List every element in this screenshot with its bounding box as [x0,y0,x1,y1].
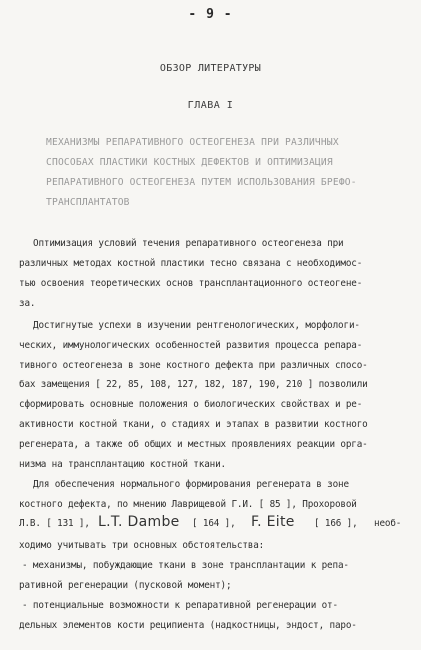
typed-fragment: необ- [374,518,402,529]
text-line: - потенциальные возможности к репаративной регенерации от- [22,600,338,611]
text-line: Оптимизация условий течения репаративного остеогенеза при [33,238,344,249]
handwritten-name: L.T. Dambe [98,514,180,530]
handwritten-name: F. Eite [251,514,295,530]
text-line: ческих, иммунологических особенностей развития процесса репара- [19,340,363,351]
chapter-title-line: РЕПАРАТИВНОГО ОСТЕОГЕНЕЗА ПУТЕМ ИСПОЛЬЗОВАНИЯ БРЕФО- [46,177,357,188]
text-line: Достигнутые успехи в изучении рентгенологических, морфологи- [33,320,360,331]
section-title: ОБЗОР ЛИТЕРАТУРЫ [159,63,262,74]
typed-fragment: Л.В. [ 131 ], [19,518,90,529]
text-line: тивного остеогенеза в зоне костного дефекта при различных спосо- [19,360,368,371]
text-line: за. [19,298,36,309]
page-number: - 9 - [188,7,233,22]
text-line: активности костной ткани, о стадиях и этапах в развитии костного [19,419,368,430]
chapter-title-line: ТРАНСПЛАНТАТОВ [46,197,130,208]
text-line: дельных элементов кости реципиента (надкостницы, эндост, паро- [19,620,357,631]
text-line: бах замещения [ 22, 85, 108, 127, 182, 187, 190, 210 ] позволили [19,379,368,390]
chapter-heading: ГЛАВА I [187,100,234,111]
text-line: ративной регенерации (пусковой момент); [19,580,232,591]
text-line: сформировать основные положения о биологических свойствах и ре- [19,399,363,410]
chapter-title-line: СПОСОБАХ ПЛАСТИКИ КОСТНЫХ ДЕФЕКТОВ И ОПТИМИЗАЦИЯ [46,157,333,168]
text-line: - механизмы, побуждающие ткани в зоне трансплантации к репа- [22,560,349,571]
chapter-title-line: МЕХАНИЗМЫ РЕПАРАТИВНОГО ОСТЕОГЕНЕЗА ПРИ РАЗЛИЧНЫХ [46,137,339,148]
text-line: костного дефекта, по мнению Лаврищевой Г.И. [ 85 ], Прохоровой [19,499,357,510]
text-line: различных методах костной пластики тесно связана с необходимос- [19,258,363,269]
text-line: низма на трансплантацию костной ткани. [19,459,226,470]
text-line: Для обеспечения нормального формирования регенерата в зоне [33,479,349,490]
typed-fragment: [ 166 ], [314,518,358,529]
text-line: тью освоения теоретических основ трансплантационного остеогене- [19,278,363,289]
text-line: регенерата, а также об общих и местных проявлениях реакции орга- [19,439,368,450]
text-line: ходимо учитывать три основных обстоятельства: [19,540,265,551]
typed-fragment: [ 164 ], [192,518,236,529]
